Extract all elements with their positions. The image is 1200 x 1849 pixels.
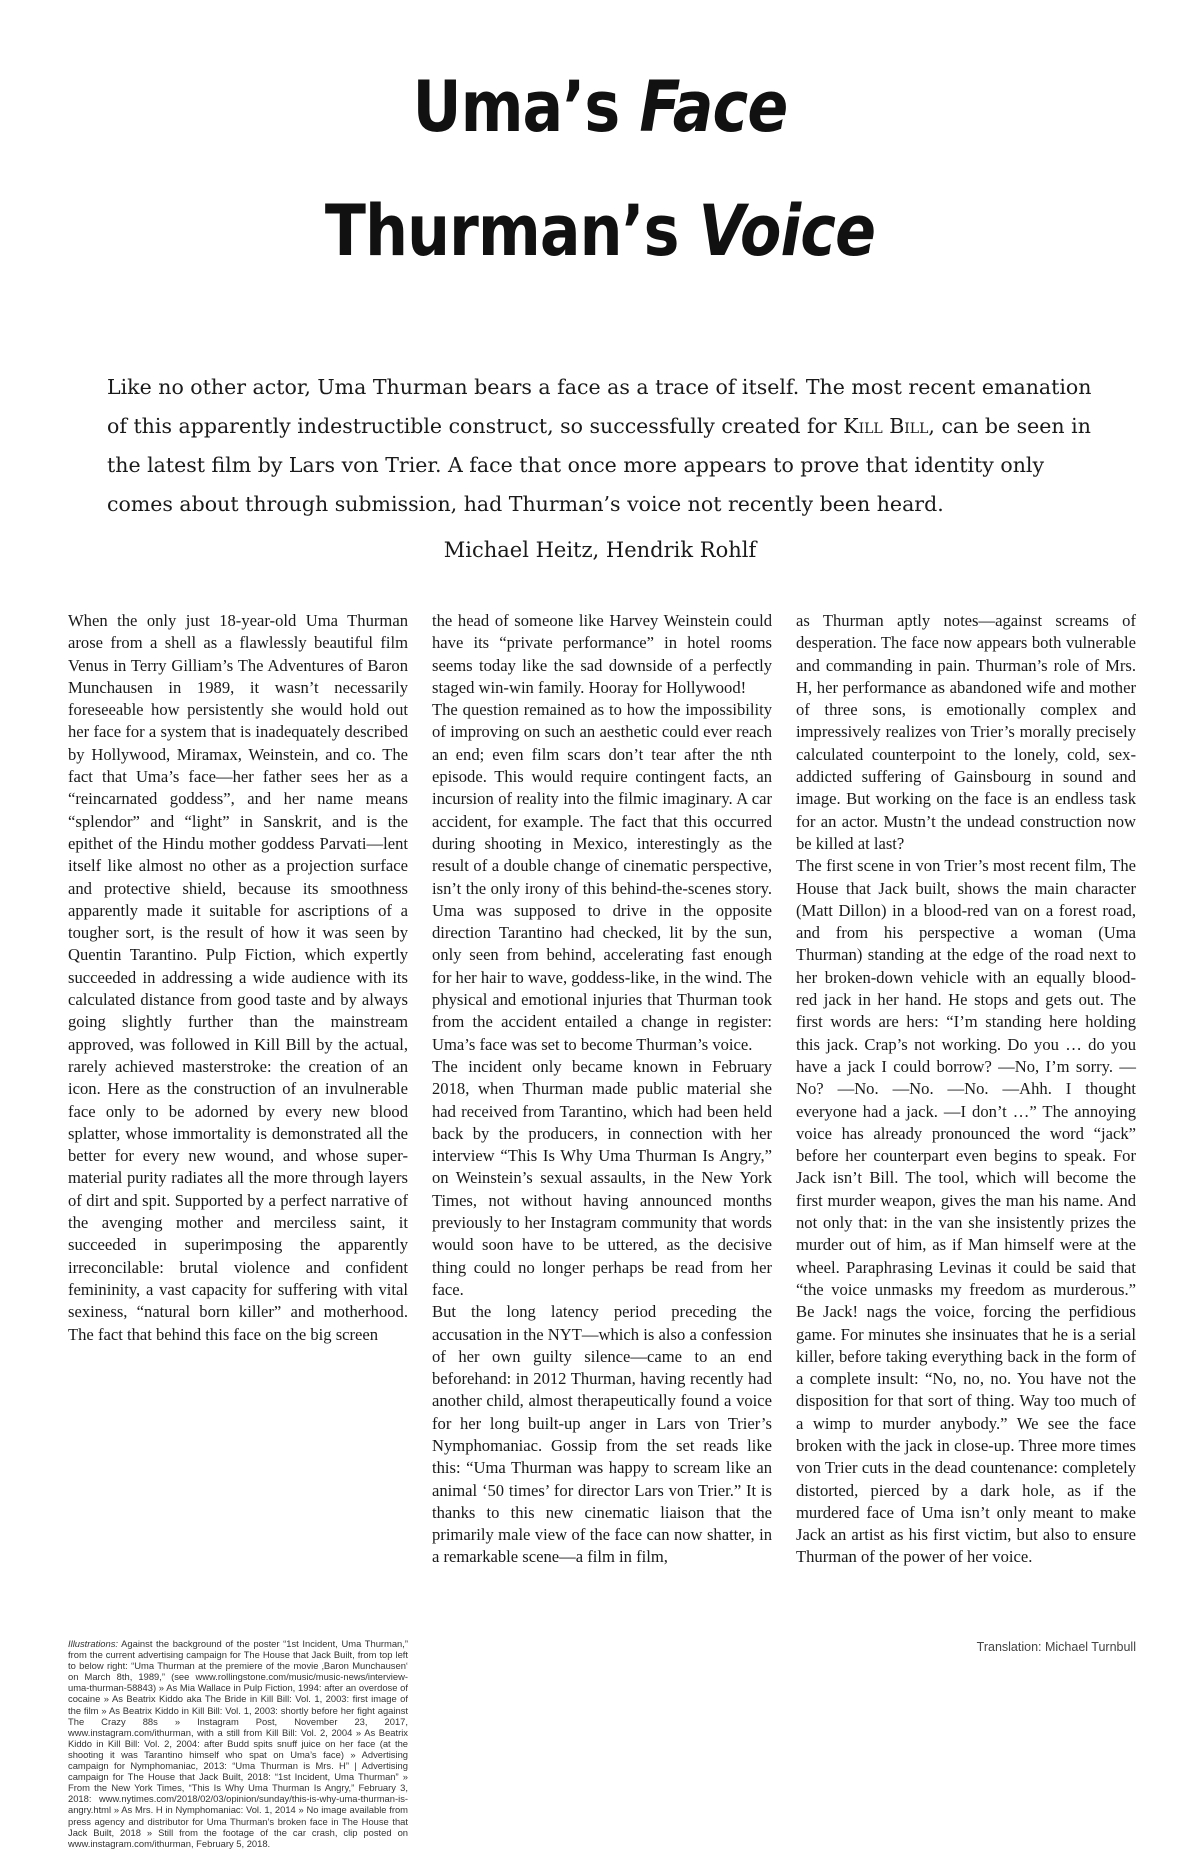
lede-part-2: , can be seen in the latest film by Lars von Trier. A face that once more appears to prove that identity only comes about through submission, had Thurman’s voice not recently been heard. xyxy=(107,414,1091,516)
title-voice: Voice xyxy=(698,190,876,272)
caption-text: Against the background of the poster “1st Incident, Uma Thurman,” from the current advertising campaign for The House that Jack Built, from top left to below right: “Uma Thurman at the premiere of the movie ‚Baron Munchausen‘ on March 8th, 1989,” (see www.rollingstone.com/music/music-news/interview-uma-thurman-58843) » As Mia Wallace in Pulp Fiction, 1994: after an overdose of cocaine » As Beatrix Kiddo aka The Bride in Kill Bill: Vol. 1, 2003: first image of the film » As Beatrix Kiddo in Kill Bill: Vol. 1, 2003: shortly before her fight against The Crazy 88s » Instagram Post, November 23, 2017, www.instagram.com/ithurman, with a still from Kill Bill: Vol. 2, 2004 » As Beatrix Kiddo in Kill Bill: Vol. 2, 2004: after Budd spits snuff juice on her face (at the shooting it was Tarantino himself who spat on Uma’s face) » Advertising campaign for Nymphomaniac, 2013: “Uma Thurman is Mrs. H” | Advertising campaign for The House that Jack Built, 2018: “1st Incident, Uma Thurman” » From the New York Times, “This Is Why Uma Thurman Is Angry,” February 3, 2018: www.nytimes.com/2018/02/03/opinion/sunday/this-is-why-uma-thurman-is-angry.html » As Mrs. H in Nymphomaniac: Vol. 1, 2014 » No image available from press agency and distributor for Uma Thurman’s broken face in The House that Jack Built, 2018 » Still from the footage of the car crash, clip posted on www.instagram.com/ithurman, February 5, 2018. xyxy=(68,1638,408,1849)
authors: Michael Heitz, Hendrik Rohlf xyxy=(443,538,757,562)
title-thurman: Thurman’s xyxy=(324,190,699,272)
text-column-2 xyxy=(432,610,772,1569)
title-face: Face xyxy=(639,66,788,148)
col2-paragraph: The incident only became known in February 2018, when Thurman made public material she had received from Tarantino, which had been held back by the producers, in connection with her interview “This Is Why Uma Thurman Is Angry,” on Weinstein’s sexual assaults, in the New York Times, not without having announced months previously to her Instagram community that words would soon have to be uttered, as the decisive thing could no longer perhaps be read from her face. xyxy=(432,1056,772,1299)
title-line-1 xyxy=(84,66,1116,148)
title-line-2 xyxy=(84,190,1116,272)
illustrations-caption xyxy=(68,1638,408,1849)
lede-film-title: Kill Bill xyxy=(843,414,929,438)
text-column-3 xyxy=(796,610,1136,1569)
text-column-1 xyxy=(68,610,408,1346)
caption-label: Illustrations: xyxy=(68,1638,119,1649)
col3-paragraph: The first scene in von Trier’s most recent film, The House that Jack built, shows the main character (Matt Dillon) in a blood-red van on a forest road, and from his perspective a woman (Uma Thurman) standing at the edge of the road next to her broken-down vehicle with an equally blood-red jack in her hand. He stops and gets out. The first words are hers: “I’m standing here holding this jack. Crap’s not working. Do you … do you have a jack I could borrow? —No, I’m sorry. —No? —No. —No. —No. —Ahh. I thought everyone had a jack. —I don’t …” The annoying voice has already pronounced the word “jack” before her counterpart even begins to speak. For Jack isn’t Bill. The tool, which will become the first murder weapon, gives the man his name. And not only that: in the van she insistently prizes the murder out of him, as if Man himself were at the wheel. Paraphrasing Levinas it could be said that “the voice unmasks my freedom as murderous.” Be Jack! nags the voice, forcing the perfidious game. For minutes she insinuates that he is a serial killer, before taking everything back in the form of a complete insult: “No, no, no. You have not the disposition for that sort of thing. Way too much of a wimp to murder anybody.” We see the face broken with the jack in close-up. Three more times von Trier cuts in the dead countenance: completely distorted, pierced by a dark hole, as if the murdered face of Uma isn’t only meant to make Jack an artist as his first victim, but also to ensure Thurman of the power of her voice. xyxy=(796,856,1136,1567)
col2-paragraph: the head of someone like Harvey Weinstein could have its “private performance” in hotel rooms seems today like the sad downside of a perfectly staged win-win family. Hooray for Hollywood! xyxy=(432,611,772,697)
col2-paragraph: The question remained as to how the impossibility of improving on such an aesthetic could ever reach an end; even film scars don’t tear after the nth episode. This would require contingent facts, an incursion of reality into the filmic imaginary. A car accident, for example. The fact that this occurred during shooting in Mexico, interestingly as the result of a double change of cinematic perspective, isn’t the only irony of this behind-the-scenes story. Uma was supposed to drive in the opposite direction Tarantino had checked, lit by the sun, only seen from behind, accelerating fast enough for her hair to wave, goddess-like, in the wind. The physical and emotional injuries that Thurman took from the accident entailed a change in register: Uma’s face was set to become Thurman’s voice. xyxy=(432,700,772,1054)
col1-paragraph: When the only just 18-year-old Uma Thurman arose from a shell as a flawlessly beautiful film Venus in Terry Gilliam’s The Adventures of Baron Munchausen in 1989, it wasn’t necessarily foreseeable how persistently she would hold out her face for a system that is inadequately described by Hollywood, Miramax, Weinstein, and co. The fact that Uma’s face—her father sees her as a “reincarnated goddess”, and her name means “splendor” and “light” in Sanskrit, and is the epithet of the Hindu mother goddess Parvati—lent itself like almost no other as a projection surface and protective shield, because its smoothness apparently made it suitable for ascriptions of a tougher sort, is the result of how it was seen by Quentin Tarantino. Pulp Fiction, which expertly succeeded in addressing a wide audience with its calculated distance from good taste and by always going slightly further than the mainstream approved, was followed in Kill Bill by the actual, rarely achieved masterstroke: the creation of an icon. Here as the construction of an invulnerable face only to be adorned by every new blood splatter, whose immortality is demonstrated all the better for every new wound, and whose super-material purity radiates all the more through layers of dirt and spit. Supported by a perfect narrative of the avenging mother and merciless saint, it succeeded in superimposing the apparently irreconcilable: brutal violence and confident femininity, a vast capacity for suffering with vital sexiness, “natural born killer” and motherhood. The fact that behind this face on the big screen xyxy=(68,611,408,1344)
lede-paragraph xyxy=(107,368,1107,524)
col2-paragraph: But the long latency period preceding the accusation in the NYT—which is also a confession of her own guilty silence—came to an end beforehand: in 2012 Thurman, having recently had another child, almost therapeutically found a voice for her long built-up anger in Lars von Trier’s Nymphomaniac. Gossip from the set reads like this: “Uma Thurman was happy to scream like an animal ‘50 times’ for director Lars von Trier.” It is thanks to this new cinematic liaison that the primarily male view of the face can now shatter, in a remarkable scene—a film in film, xyxy=(432,1302,772,1567)
title-uma: Uma’s xyxy=(412,66,640,148)
translation-credit: Translation: Michael Turnbull xyxy=(976,1640,1136,1654)
lede-part-1: Like no other actor, Uma Thurman bears a face as a trace of itself. The most recent emanation of this apparently indestructible construct, so successfully created for xyxy=(107,375,1092,438)
col3-paragraph: as Thurman aptly notes—against screams of desperation. The face now appears both vulnerable and commanding in pain. Thurman’s role of Mrs. H, her performance as abandoned wife and mother of three sons, is emotionally complex and impressively realizes von Trier’s morally precisely calculated counterpoint to the lonely, cold, sex-addicted suffering of Gainsbourg in sound and image. But working on the face is an endless task for an actor. Mustn’t the undead construction now be killed at last? xyxy=(796,611,1136,853)
